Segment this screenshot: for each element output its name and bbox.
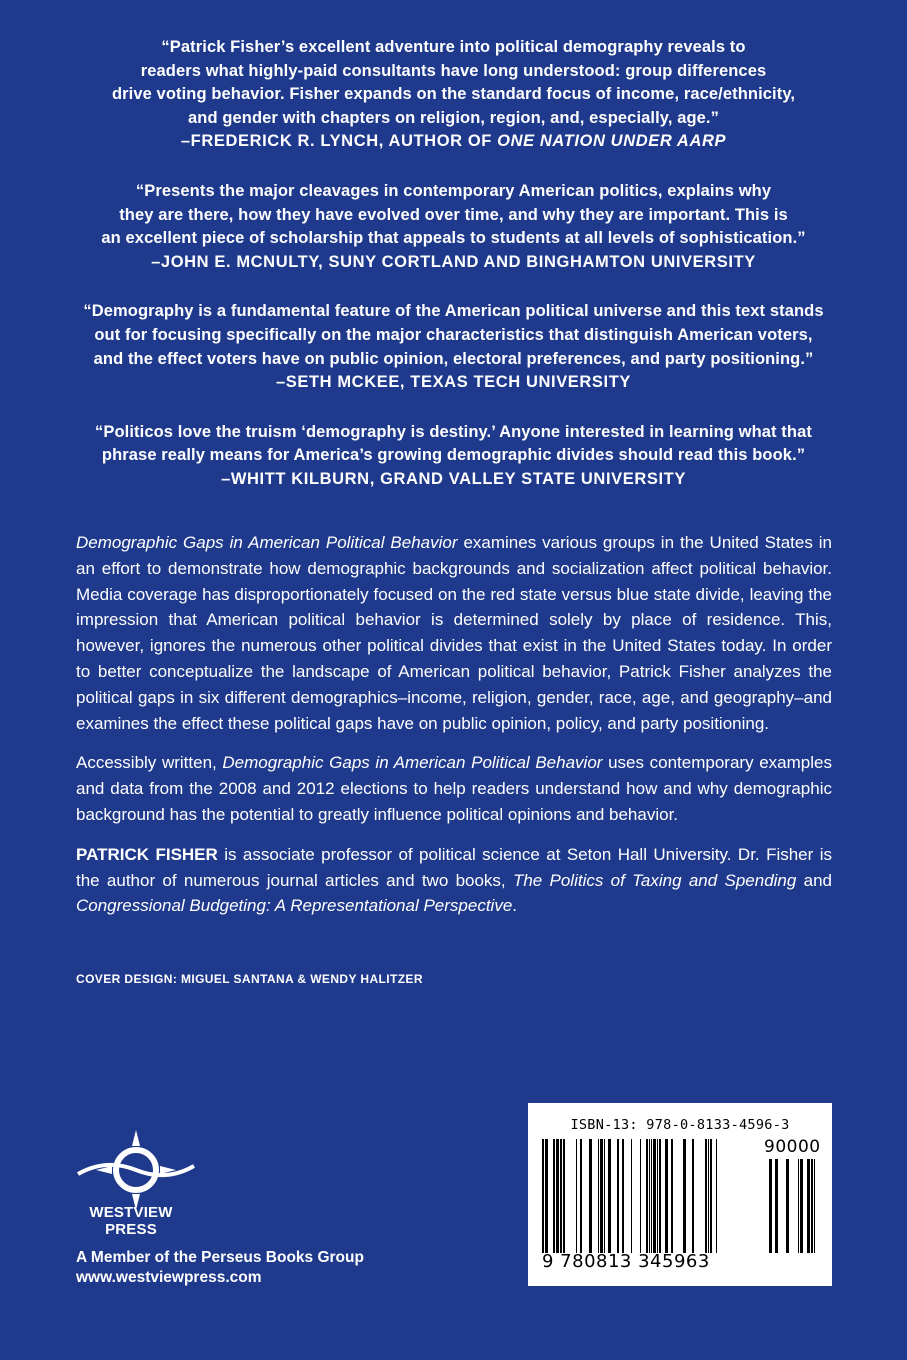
quote-line: readers what highly-paid consultants have long understood: group differences (140, 61, 767, 80)
quote-mckee (60, 300, 847, 394)
publisher-website[interactable]: www.westviewpress.com (76, 1269, 262, 1286)
barcode-bar (598, 1139, 599, 1253)
barcode-bar (651, 1139, 652, 1253)
quote-line: “Demography is a fundamental feature of the American political universe and this text stands (83, 302, 824, 321)
description-paragraph-2 (76, 750, 832, 827)
barcode-addon-code: 90000 (764, 1137, 821, 1157)
isbn-barcode (528, 1103, 832, 1286)
logo-line-2: PRESS (105, 1221, 157, 1238)
barcode-bar (608, 1139, 611, 1253)
book-title: Demographic Gaps in American Political Behavior (222, 753, 603, 773)
barcode-bar (710, 1139, 712, 1253)
description-text: examines various groups in the United States in an effort to demonstrate how demographic backgrounds and socialization affect political behavior. Media coverage has disproportionately focused on the red state versus blue state divide, leaving the impression that American political behavior is determined solely by place of residence. This, however, ignores the numerous other political divides that exist in the United States today. In order to better conceptualize the landscape of American political behavior, Patrick Fisher analyzes the political gaps in six different demographics–income, religion, gender, race, age, and geography–and examines the effect these political gaps have on public opinion, policy, and party positioning. (76, 533, 832, 733)
barcode-bar (649, 1139, 650, 1253)
book-description (76, 530, 832, 933)
quote-attribution: –SETH MCKEE, TEXAS TECH UNIVERSITY (275, 373, 632, 392)
quote-lynch (60, 36, 847, 154)
barcode-bar (653, 1139, 656, 1253)
description-text: uses contemporary examples and data from the 2008 and 2012 elections to help readers understand how and why demographic background has the potential to greatly influence political opinions and behavior. (76, 753, 832, 824)
barcode-bar (563, 1139, 565, 1253)
barcode-bar (692, 1139, 694, 1253)
quote-line: “Patrick Fisher’s excellent adventure into political demography reveals to (161, 38, 746, 56)
quote-line: they are there, how they have evolved over time, and why they are important. This is (119, 205, 788, 224)
quote-line: out for focusing specifically on the major characteristics that distinguish American voters, (94, 325, 813, 344)
barcode-bar (769, 1159, 772, 1253)
publisher-logo-wordmark (76, 1204, 186, 1238)
quote-mcnulty (60, 180, 847, 274)
endorsement-quotes (60, 36, 847, 518)
quote-attribution: –JOHN E. MCNULTY, SUNY CORTLAND AND BINGHAMTON UNIVERSITY (151, 252, 756, 271)
quote-line: drive voting behavior. Fisher expands on the standard focus of income, race/ethnicity, (111, 85, 796, 104)
quote-line: “Presents the major cleavages in contemporary American politics, explains why (135, 181, 772, 200)
barcode-bar (705, 1139, 707, 1253)
quote-attribution (60, 130, 847, 154)
barcode-bar (807, 1159, 810, 1253)
barcode-bar (786, 1159, 789, 1253)
barcode-bar (600, 1139, 603, 1253)
quote-line: “Politicos love the truism ‘demography is destiny.’ Anyone interested in learning what that (95, 422, 812, 441)
barcode-bar (640, 1139, 641, 1253)
barcode-bar (659, 1139, 661, 1253)
barcode-bar (604, 1139, 605, 1253)
westview-compass-logo-icon (76, 1128, 196, 1213)
barcode-bar (560, 1139, 562, 1253)
quote-kilburn (60, 421, 847, 492)
bio-text: . (512, 896, 518, 916)
barcode-bar (576, 1139, 577, 1253)
barcode-bar (775, 1159, 778, 1253)
author-book-1: The Politics of Taxing and Spending (512, 870, 797, 890)
barcode-bar (814, 1159, 815, 1253)
cover-design-credit: COVER DESIGN: MIGUEL SANTANA & WENDY HALITZER (76, 972, 423, 986)
barcode-ean-digits: 9 780813 345963 (542, 1251, 710, 1272)
barcode-bar (617, 1139, 619, 1253)
barcode-bar (646, 1139, 648, 1253)
description-text: Accessibly written, (76, 753, 223, 773)
barcode-bar (798, 1159, 799, 1253)
barcode-bar (622, 1139, 624, 1253)
quote-line: phrase really means for America’s growing demographic divides should read this book.” (101, 446, 806, 465)
barcode-bar (556, 1139, 559, 1253)
barcode-bar (580, 1139, 582, 1253)
publisher-member-line: A Member of the Perseus Books Group (76, 1249, 364, 1266)
quote-line: and the effect voters have on public opinion, electoral preferences, and party positioning.” (93, 349, 814, 368)
barcode-bar (708, 1139, 709, 1253)
quote-attribution: –WHITT KILBURN, GRAND VALLEY STATE UNIVERSITY (221, 469, 686, 488)
bio-text: is associate professor of political science at Seton Hall University. Dr. Fisher is the author of numerous journal articles and two books, (76, 844, 833, 890)
barcode-bar (631, 1139, 632, 1253)
logo-line-1: WESTVIEW (89, 1204, 173, 1221)
attribution-prefix: –FREDERICK R. LYNCH, AUTHOR OF (180, 132, 498, 151)
book-title: Demographic Gaps in American Political Behavior (76, 533, 458, 552)
author-book-2: Congressional Budgeting: A Representational Perspective (76, 896, 513, 916)
barcode-bar (665, 1139, 668, 1253)
description-paragraph-1 (76, 530, 832, 736)
quote-line: and gender with chapters on religion, region, and, especially, age.” (188, 108, 719, 127)
quote-line: an excellent piece of scholarship that appeals to students at all levels of sophistication.” (101, 229, 806, 248)
attribution-book-title: ONE NATION UNDER AARP (497, 132, 727, 151)
barcode-bar (671, 1139, 673, 1253)
author-bio (76, 842, 832, 919)
barcode-bar (800, 1159, 803, 1253)
author-name: PATRICK FISHER (76, 844, 218, 864)
barcode-bar (589, 1139, 592, 1253)
isbn-label: ISBN-13: 978-0-8133-4596-3 (570, 1117, 790, 1133)
barcode-bar (553, 1139, 555, 1253)
bio-text: and (796, 870, 832, 890)
barcode-bar (811, 1159, 813, 1253)
barcode-bar (542, 1139, 544, 1253)
barcode-bar (545, 1139, 548, 1253)
barcode-bar (657, 1139, 658, 1253)
publisher-info (76, 1248, 364, 1288)
barcode-bar (683, 1139, 686, 1253)
barcode-bar (716, 1139, 717, 1253)
